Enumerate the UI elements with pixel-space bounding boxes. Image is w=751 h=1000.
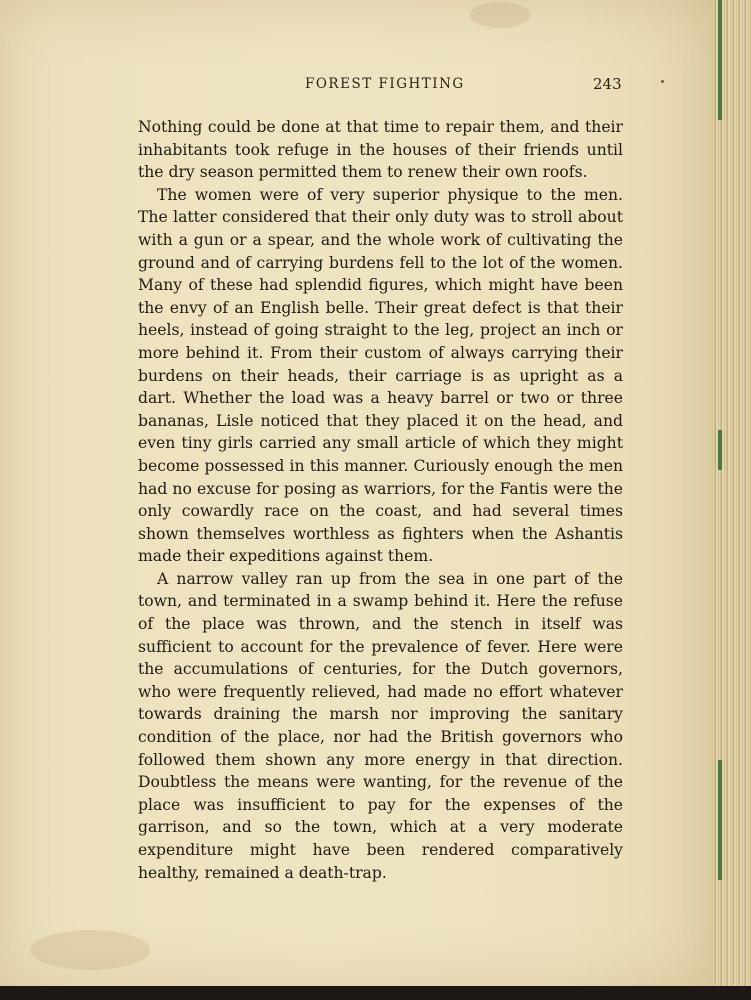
paragraph-valley: A narrow valley ran up from the sea in one part of the town, and terminated in a swamp behind it. Here the refuse of the place was thrown, and the stench in itself was sufficient to account for the prevalence of fever. Here were the accumulations of centuries, for the Dutch governors, who were frequently relieved, had made no effort whatever towards draining the marsh nor improving the sanitary condition of the place, nor had the British governors who followed them shown any more energy in that direction. Doubtless the means were wanting, for the revenue of the place was insufficient to pay for the expenses of the garrison, and so the town, which at a very moderate expenditure might have been rendered comparatively healthy, remained a death-trap.	[138, 569, 623, 882]
paragraph-women: The women were of very superior physique to the men. The latter considered that their only duty was to stroll about with a gun or a spear, and the whole work of cultivating the ground and of carrying burdens fell to the lot of the women. Many of these had splendid figures, which might have been the envy of an English belle. Their great defect is that their heels, instead of going straight to the leg, project an inch or more behind it. From their custom of always carrying their burdens on their heads, their carriage is as upright as a dart. Whether the load was a heavy barrel or two or three bananas, Lisle noticed that they placed it on the head, and even tiny girls carried any small article of which they might become possessed in this manner. Curiously enough the men had no excuse for posing as warriors, for the Fantis were the only cowardly race on the coast, and had several times shown themselves worthless as fighters when the Ashantis made their expeditions against them.	[138, 185, 623, 566]
book-cover-edge	[0, 986, 751, 1000]
paper-stain	[470, 2, 530, 28]
edge-mark-lower	[718, 760, 722, 880]
edge-mark-middle	[718, 430, 722, 470]
body-text	[138, 116, 623, 884]
edge-mark-top	[718, 0, 722, 120]
paper-stain	[30, 930, 150, 970]
paragraph-continuation: Nothing could be done at that time to repair them, and their inhabitants took refuge in the houses of their friends until the dry season permitted them to renew their own roofs.	[138, 118, 623, 182]
ink-speck	[661, 80, 664, 83]
running-head	[0, 76, 712, 96]
running-head-title: FOREST FIGHTING	[305, 76, 465, 92]
page-number: 243	[593, 75, 622, 93]
